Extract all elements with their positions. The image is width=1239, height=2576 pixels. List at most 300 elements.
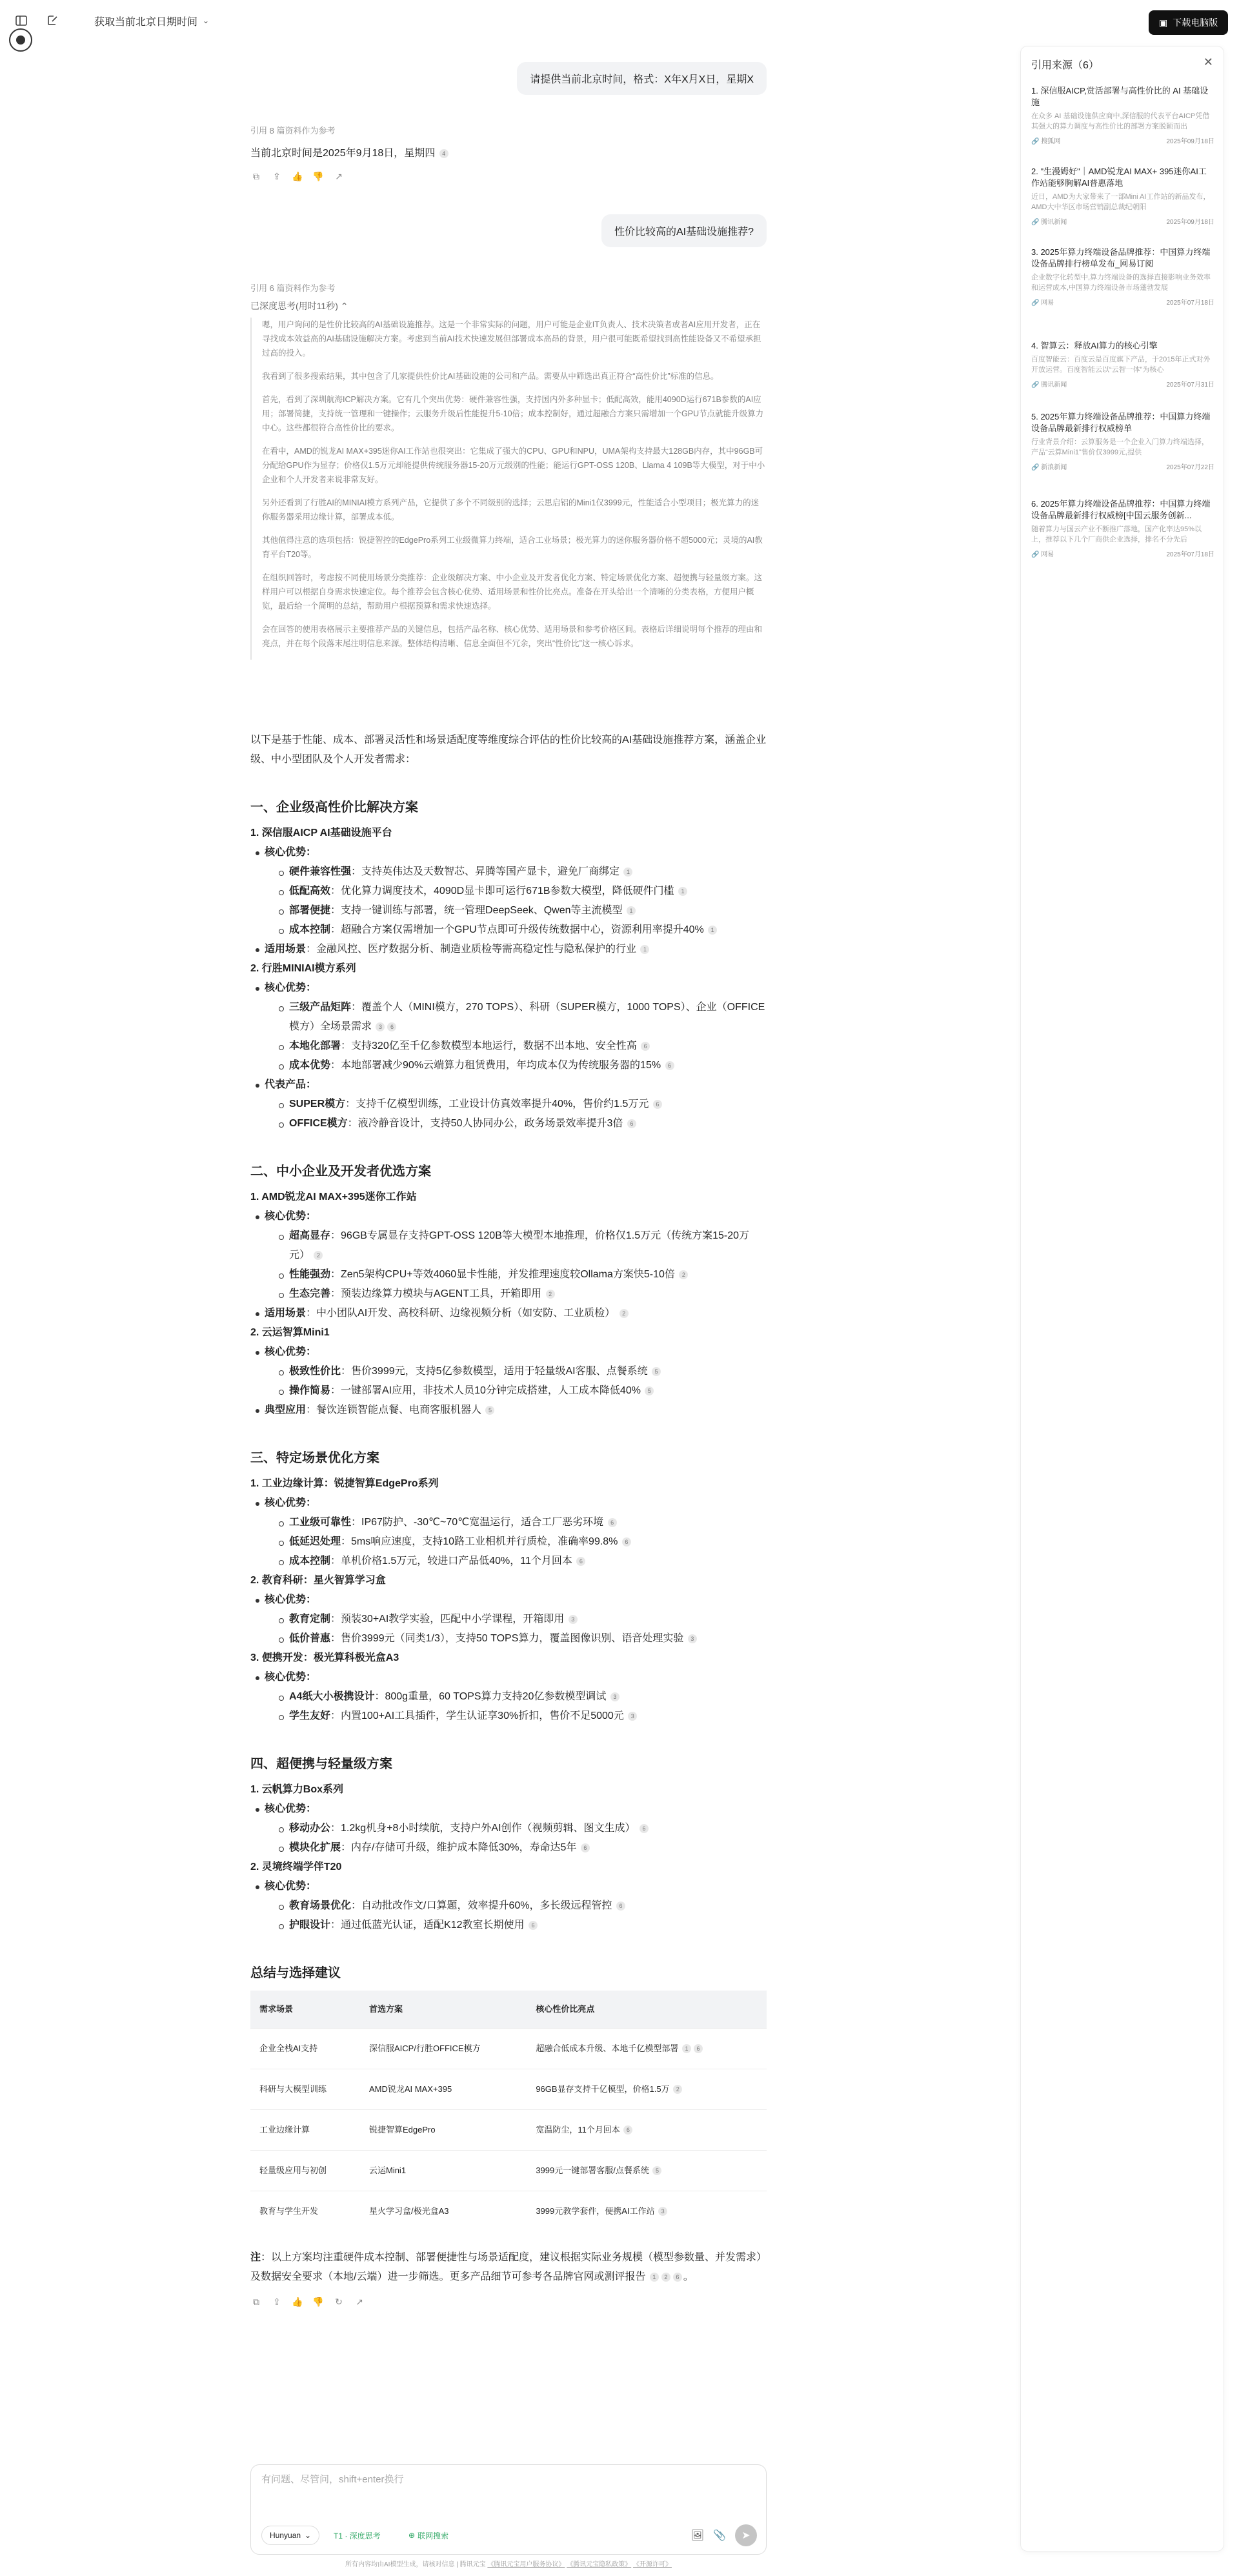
item-value: ：支持千亿模型训练，工业设计仿真效率提升40%，售价约1.5万元 [345,1099,649,1110]
item-value: ：预装边缘算力模块与AGENT工具，开箱即用 [330,1288,542,1299]
table-cell [527,2191,767,2232]
product-title: 1. 云帆算力Box系列 [250,1784,344,1795]
citation-icon[interactable]: 1 [678,887,687,896]
item-key: 生态完善 [289,1288,331,1299]
list-item [250,1343,767,1362]
table-cell: 锐捷智算EdgePro [360,2110,527,2151]
item-key: 三级产品矩阵 [289,1002,352,1013]
download-desktop-button[interactable] [1149,10,1228,35]
citation-icon[interactable]: 6 [581,1843,590,1852]
citation-icon[interactable]: 6 [653,1100,662,1109]
citation-icon[interactable]: 3 [658,2207,667,2216]
case-text: ：餐饮连锁智能点餐、电商客服机器人 [306,1405,482,1415]
source-meta [1031,549,1214,558]
table-row [250,2069,767,2110]
citation-icon[interactable]: 2 [314,1251,323,1260]
source-desc: 百度智能云：百度云是百度旗下产品，于2015年正式对外开放运营。百度智能云以“云智一体”为核心 [1031,356,1211,374]
user-message-2: 性价比较高的AI基础设施推荐? [601,214,767,247]
copy-icon[interactable]: ⧉ [253,170,259,181]
item-value: ：96GB专属显存支持GPT-OSS 120B等大模型本地推理，价格仅1.5万元（传统方案15-20万元） [289,1230,750,1261]
scene-label: 适用场景 [265,944,307,955]
item-value: ：Zen5架构CPU+等效4060显卡性能，并发推理速度较Ollama方案快5-10倍 [330,1269,675,1280]
product-title: 1. AMD锐龙AI MAX+395迷你工作站 [250,1192,417,1202]
list-item [250,1494,767,1513]
source-item[interactable] [1031,247,1214,307]
think-paragraph: 在看中，AMD的锐龙AI MAX+395迷你AI工作站也很突出：它集成了强大的CPU、GPU和NPU，UMA架构支持最大128GB内存，其中96GB可分配给GPU作为显存；价格仅1.5万元却能提供传统服务器15-20万元级别的性能；能运行GPT-OSS 120B、Llama 4 109B等大模型，对于中小企业和个人开发者来说非常友好。 [262,447,765,484]
source-meta [1031,216,1214,226]
answer-1-text: 当前北京时间是2025年9月18日，星期四 [250,148,436,159]
source-item[interactable] [1031,411,1214,471]
citation-icon[interactable]: 6 [623,2125,632,2135]
share-icon[interactable]: ⇪ [273,170,281,181]
item-value: ：支持英伟达及天数智芯、昇腾等国产显卡，避免厂商绑定 [351,866,620,877]
source-site: 腾讯新闻 [1041,219,1067,226]
source-site: 网易 [1041,551,1054,558]
think-paragraph: 我看到了很多搜索结果，其中包含了几家提供性价比AI基础设施的公司和产品。需要从中筛选出真正符合“高性价比”标准的信息。 [262,372,719,381]
citation-icon[interactable]: 6 [694,2044,703,2053]
summary-section [250,1963,767,2307]
list-item [250,1381,767,1401]
citation-icon[interactable]: 6 [622,1537,631,1547]
item-key: 超高显存 [289,1230,331,1241]
citation-icon[interactable]: 6 [616,1902,625,1911]
item-value: ：内置100+AI工具插件，学生认证享30%折扣，售价不足5000元 [330,1710,624,1721]
core-adv-label: 核心优势： [265,1211,317,1222]
section-title: 总结与选择建议 [250,1966,341,1980]
item-value: ：支持320亿至千亿参数模型本地运行，数据不出本地、安全性高 [341,1040,637,1051]
link-icon: 🔗 [1031,138,1040,145]
product-title: 3. 便携开发：极光算科极光盒A3 [250,1652,399,1663]
item-key: 硬件兼容性强 [289,866,352,877]
citation-icon[interactable]: 5 [652,1367,661,1376]
cell-text: 96GB显存支持千亿模型，价格1.5万 [536,2084,670,2094]
chevron-down-icon: ⌄ [305,2531,312,2540]
core-adv-label: 核心优势： [265,1881,317,1892]
product-title: 1. 工业边缘计算：锐捷智算EdgePro系列 [250,1478,439,1489]
thumb-down-icon[interactable]: 👎 [312,2297,324,2307]
source-site: 新浪新闻 [1041,464,1067,471]
core-adv-label: 核心优势： [265,1803,317,1814]
citation-icon[interactable]: 5 [645,1386,654,1395]
core-adv-label: 核心优势： [265,982,317,993]
source-desc: 行业背景介绍：云算服务是一个企业入门算力终端选择，产品“云算Mini1”售价仅3999元,提供 [1031,438,1209,456]
input-actions [691,2524,757,2546]
chat-input[interactable] [261,2474,752,2485]
answer-1-actions [250,170,345,182]
source-title: 3. 2025年算力终端设备品牌推荐：中国算力终端设备品牌排行榜单发布_网易订阅 [1031,247,1211,269]
citation-icon[interactable]: 2 [661,2273,670,2282]
sidebar-toggle-icon[interactable] [13,12,30,29]
citation-icon[interactable]: 1 [627,906,636,915]
citation-icon[interactable]: 3 [376,1022,385,1031]
source-title: 6. 2025年算力终端设备品牌推荐：中国算力终端设备品牌最新排行权威榜[中国云服务创新... [1031,499,1211,520]
footer-text: 所有内容均由AI模型生成，请核对信息 | 腾讯元宝 [345,2561,486,2568]
deep-think-toggle-button[interactable] [328,2526,386,2545]
think-paragraph: 另外还看到了行胜AI的MINIAI模方系列产品，它提供了多个不同级别的选择；云思启铝的Mini1仅3999元，性能适合小型项目；极光算力的迷你服务器采用边缘计算，部署成本低。 [262,498,760,522]
item-value: ：售价3999元（同类1/3），支持50 TOPS算力，覆盖图像识别、语音处理实验 [330,1633,684,1644]
source-item[interactable] [1031,166,1214,226]
chevron-down-icon: ⌄ [203,16,210,25]
item-key: 护眼设计 [289,1920,331,1931]
item-value: ：5ms响应速度，支持10路工业相机并行质检，准确率99.8% [341,1536,618,1547]
download-desktop-label: 下载电脑版 [1173,17,1218,28]
list-item [250,1707,767,1726]
table-cell: AMD锐龙AI MAX+395 [360,2069,527,2110]
item-key: 性能强劲 [289,1269,331,1280]
close-icon[interactable]: ✕ [1203,56,1213,68]
item-value: ：支持一键训练与部署，统一管理DeepSeek、Qwen等主流模型 [330,905,623,916]
list-item [250,1304,767,1323]
source-meta [1031,136,1214,145]
web-search-toggle[interactable] [403,2526,454,2545]
source-desc: 随着算力与国云产业不断推广落地，国产化率达95%以上，推荐以下几个厂商供企业选择，排名不分先后 [1031,525,1202,543]
source-meta [1031,461,1214,471]
source-site: 搜狐网 [1041,138,1061,145]
list-item [250,1401,767,1420]
table-header: 首选方案 [360,1991,527,2029]
item-value: ：优化算力调度技术，4090D显卡即可运行671B参数大模型，降低硬件门槛 [330,886,674,897]
list-item [250,1819,767,1838]
cell-text: 3999元一键部署客服/点餐系统 [536,2165,649,2175]
item-key: 教育场景优化 [289,1900,352,1911]
citation-icon[interactable]: 5 [485,1406,494,1415]
think-paragraph: 首先，看到了深圳航海ICP解决方案。它有几个突出优势：硬件兼容性强，支持国内外多种显卡；低配高效，能用4090D运行671B参数的AI应用；部署简捷，支持统一管理和一键操作；云服务升级后性能提升5-10倍；成本控制好，通过超融合方案只需增加一个GPU节点就能升级算力中心。这些都很符合高性价比的要求。 [262,395,764,432]
table-header: 核心性价比亮点 [527,1991,767,2029]
core-adv-label: 核心优势： [265,1346,317,1357]
table-row [250,2110,767,2151]
item-key: A4纸大小极携设计 [289,1691,375,1702]
link-icon: 🔗 [1031,381,1040,389]
citation-icon[interactable]: 3 [569,1615,578,1624]
citation-icon[interactable]: 2 [679,1270,688,1279]
table-cell [527,2151,767,2191]
core-adv-label: 核心优势： [265,1594,317,1605]
link-icon: 🔗 [1031,299,1040,307]
list-item [250,1590,767,1610]
list-item [250,1687,767,1707]
citation-icon[interactable]: 6 [673,2273,682,2282]
model-selector[interactable] [261,2526,319,2545]
monitor-icon: ▣ [1159,17,1168,28]
section-sme [250,1162,767,1420]
thinking-process [250,318,767,660]
table-cell: 星火学习盒/极光盒A3 [360,2191,527,2232]
citation-icon[interactable]: 1 [708,926,717,935]
list-item [250,1056,767,1075]
item-value: ：通过低蓝光认证，适配K12教室长期使用 [330,1920,525,1931]
citation-icon[interactable]: 1 [682,2044,691,2053]
source-site: 腾讯新闻 [1041,381,1067,389]
item-value: ：800g重量，60 TOPS算力支持20亿参数模型调试 [374,1691,607,1702]
list-item [250,1265,767,1284]
reference-count-2[interactable]: 引用 6 篇资料作为参考 [250,283,336,293]
item-key: 学生友好 [289,1710,331,1721]
item-key: 操作简易 [289,1385,331,1396]
item-value: ：超融合方案仅需增加一个GPU节点即可升级传统数据中心，资源利用率提升40% [330,924,704,935]
think-paragraph: 在组织回答时，考虑按不同使用场景分类推荐：企业级解决方案、中小企业及开发者优化方案、特定场景优化方案、超便携与轻量级方案。这样用户可以根据自身需求快速定位。每个推荐会包含核心优势、适用场景和性价比亮点。准备在开头给出一个清晰的分类表格，方便用户概览，最后给一个简明的总结，帮助用户根据预算和需求快速选择。 [262,573,763,611]
item-key: 极致性价比 [289,1366,341,1377]
list-item [250,1877,767,1896]
list-item [250,1207,767,1226]
citation-icon[interactable]: 2 [673,2085,682,2094]
list-item [250,1916,767,1935]
web-search-text: 联网搜索 [418,2531,449,2541]
image-upload-icon[interactable]: 🖼 [690,2530,705,2541]
citation-icon[interactable]: 2 [546,1290,555,1299]
list-item [250,940,767,959]
source-date: 2025年07月31日 [1166,381,1214,389]
table-cell: 企业全栈AI支持 [250,2029,360,2069]
new-chat-icon[interactable] [44,12,61,29]
citation-icon[interactable]: 6 [627,1119,636,1128]
item-key: SUPER模方 [289,1099,346,1110]
forward-icon[interactable]: ↗ [356,2297,363,2307]
item-key: 成本优势 [289,1060,331,1071]
think-paragraph: 嗯，用户询问的是性价比较高的AI基础设施推荐。这是一个非常实际的问题，用户可能是企业IT负责人、技术决策者或者AI应用开发者，正在寻找成本效益高的AI基础设施解决方案。考虑到当前AI技术快速发展但部署成本高昂的背景，用户很可能既希望找到高性能设备又不希望承担过高的投入。 [262,320,761,358]
table-cell [527,2069,767,2110]
yuanbao-logo-icon[interactable] [9,28,32,52]
item-value: ：自动批改作文/口算题，效率提升60%，多长级远程管控 [351,1900,612,1911]
thumb-down-icon[interactable]: 👎 [312,170,324,181]
list-item [250,998,767,1037]
citation-icon[interactable]: 6 [640,1824,649,1833]
citation-icon[interactable]: 2 [620,1309,629,1318]
table-cell: 科研与大模型训练 [250,2069,360,2110]
citation-icon[interactable]: 1 [640,945,649,954]
citation-icon[interactable]: 4 [439,149,448,158]
product-title: 1. 深信服AICP AI基础设施平台 [250,827,392,838]
list-item [250,1037,767,1056]
table-header: 需求场景 [250,1991,360,2029]
item-key: 本地化部署 [289,1040,341,1051]
source-meta [1031,297,1214,307]
source-date: 2025年09月18日 [1166,219,1214,226]
table-header-row [250,1991,767,2029]
source-date: 2025年07月18日 [1166,299,1214,307]
source-item[interactable] [1031,498,1214,558]
scene-text: ：中小团队AI开发、高校科研、边缘视频分析（如安防、工业质检） [306,1308,616,1319]
table-cell [527,2029,767,2069]
product-title: 2. 行胜MINIAI模方系列 [250,963,356,974]
source-site: 网易 [1041,299,1054,307]
list-item [250,1513,767,1532]
list-item [250,882,767,901]
citation-icon[interactable]: 1 [623,867,632,877]
item-key: 部署便捷 [289,905,331,916]
item-key: 成本控制 [289,924,331,935]
section-scenario [250,1448,767,1726]
citation-icon[interactable]: 1 [650,2273,659,2282]
section-enterprise [250,798,767,1133]
source-item[interactable] [1031,85,1214,145]
section-title: 一、企业级高性价比解决方案 [250,800,418,815]
scene-text: ：金融风控、医疗数据分析、制造业质检等需高稳定性与隐私保护的行业 [306,944,637,955]
table-row [250,2029,767,2069]
source-title: 2. "生漫姆好"｜AMD锐龙AI MAX+ 395迷你AI工作站能够胸解AI普惠落地 [1031,167,1207,188]
deep-think-label: 已深度思考(用时11秒) [250,301,338,311]
list-item [250,1226,767,1265]
cell-text: 宽温防尘，11个月回本 [536,2125,620,2135]
citation-icon[interactable]: 6 [608,1518,617,1527]
deep-think-text: T1 · 深度思考 [334,2531,381,2541]
list-item [250,920,767,940]
list-item [250,1284,767,1304]
item-value: ：IP67防护、-30℃~70℃宽温运行，适合工厂恶劣环境 [351,1517,604,1528]
forward-icon[interactable]: ↗ [335,170,343,181]
item-key: 工业级可靠性 [289,1517,352,1528]
table-cell [527,2110,767,2151]
list-item [250,1800,767,1819]
list-item [250,843,767,862]
item-value: ：液冷静音设计，支持50人协同办公，政务场景效率提升3倍 [347,1118,623,1129]
answer-intro: 以下是基于性能、成本、部署灵活性和场景适配度等维度综合评估的性价比较高的AI基础设施推荐方案，涵盖企业级、中小型团队及个人开发者需求： [250,735,767,765]
list-item [250,862,767,882]
citation-icon[interactable]: 5 [652,2166,661,2175]
table-cell: 轻量级应用与初创 [250,2151,360,2191]
item-value: ：内存/存储可升级，维护成本降低30%，寿命达5年 [341,1842,577,1853]
list-item [250,1610,767,1629]
item-value: ：预装30+AI教学实验，匹配中小学课程，开箱即用 [330,1614,565,1625]
assistant-answer-1 [250,145,450,159]
cell-text: 3999元教学套件，便携AI工作站 [536,2206,655,2216]
answer-note: 注：以上方案均注重硬件成本控制、部署便捷性与场景适配度，建议根据实际业务规模（模型参数量、并发需求）及数据安全要求（本地/云端）进一步筛选。更多产品细节可参考各品牌官网或测评报告 1 2 6 。 [250,2252,762,2282]
chevron-up-icon: ⌃ [340,301,348,311]
table-row [250,2151,767,2191]
conversation-title-text: 获取当前北京日期时间 [94,16,198,28]
list-item [250,1629,767,1648]
share-icon[interactable]: ⇪ [273,2297,281,2307]
citation-icon[interactable]: 3 [610,1692,620,1701]
list-item [250,979,767,998]
thumb-up-icon[interactable]: 👍 [292,170,303,181]
service-agreement-link[interactable]: 《腾讯元宝用户服务协议》 [487,2561,565,2568]
item-value: ：单机价格1.5万元，较进口产品低40%，11个月回本 [330,1556,572,1567]
list-item [250,1075,767,1095]
summary-table [250,1991,767,2231]
item-key: OFFICE模方 [289,1118,348,1129]
item-key: 低配高效 [289,886,331,897]
note-label: 注 [250,2252,261,2263]
list-item [250,1114,767,1133]
link-icon: 🔗 [1031,551,1040,558]
source-date: 2025年09月18日 [1166,138,1214,145]
link-icon: 🔗 [1031,464,1040,471]
conversation-title[interactable] [94,14,209,28]
core-adv-label: 核心优势： [265,1497,317,1508]
chat-input-box [250,2464,767,2555]
section-portable [250,1754,767,1935]
regenerate-icon[interactable]: ↻ [335,2297,343,2307]
attachment-icon[interactable]: 📎 [713,2530,726,2541]
think-paragraph: 其他值得注意的选项包括：锐捷智控的EdgePro系列工业级微算力终端，适合工业场景；极光算力的迷你服务器价格不超5000元；灵境的AI教育平台T20等。 [262,536,763,559]
table-cell: 工业边缘计算 [250,2110,360,2151]
list-item [250,901,767,920]
product-title: 2. 灵境终端学伴T20 [250,1861,342,1872]
item-value: ：1.2kg机身+8小时续航，支持户外AI创作（视频剪辑、图文生成） [330,1823,636,1834]
open-source-link[interactable]: 《开源许可》 [632,2561,672,2568]
source-desc: 近日，AMD为大家带来了一部Mini AI工作站的新品发布，AMD大中华区市场营销副总裁纪朝阳 [1031,193,1211,211]
thumb-up-icon[interactable]: 👍 [292,2297,303,2307]
assistant-answer-2 [250,731,767,2307]
send-button[interactable]: ➤ [735,2524,757,2546]
privacy-policy-link[interactable]: 《腾讯元宝隐私政策》 [567,2561,632,2568]
model-name: Hunyuan [270,2531,301,2540]
table-row [250,2191,767,2232]
item-value: ：售价3999元，支持5亿参数模型，适用于轻量级AI客服、点餐系统 [341,1366,648,1377]
source-desc: 在众多 AI 基础设施供应商中,深信服的代表平台AICP凭借其强大的算力调度与高性价比的部署方案脱颖而出 [1031,112,1210,130]
footer-disclaimer [250,2559,767,2568]
item-value: ：覆盖个人（MINI模方，270 TOPS）、科研（SUPER模方，1000 TOPS）、企业（OFFICE模方）全场景需求 [289,1002,765,1032]
citation-icon[interactable]: 6 [576,1557,585,1566]
table-cell: 云运Mini1 [360,2151,527,2191]
item-value: ：本地部署减少90%云端算力租赁费用，年均成本仅为传统服务器的15% [330,1060,661,1071]
source-item[interactable] [1031,340,1214,389]
answer-2-actions [250,2296,767,2307]
table-cell: 教育与学生开发 [250,2191,360,2232]
source-meta [1031,379,1214,389]
source-title: 1. 深信服AICP,赏活部署与高性价比的 AI 基础设施 [1031,86,1209,107]
item-key: 成本控制 [289,1556,331,1567]
citation-icon[interactable]: 6 [529,1921,538,1930]
list-item [250,1095,767,1114]
sources-title: 引用来源（6） [1031,60,1099,71]
cell-text: 超融合低成本升级、本地千亿模型部署 [536,2044,679,2053]
list-item [250,1552,767,1571]
think-paragraph: 会在回答的使用表格展示主要推荐产品的关键信息，包括产品名称、核心优势、适用场景和参考价格区间。表格后详细说明每个推荐的理由和亮点，并在每个段落末尾注明信息来源。整体结构清晰、信息全面但不冗余，突出“性价比”这一核心诉求。 [262,625,763,648]
item-key: 低延迟处理 [289,1536,341,1547]
source-date: 2025年07月18日 [1166,551,1214,558]
list-item [250,1896,767,1916]
section-title: 四、超便携与轻量级方案 [250,1757,392,1771]
scene-label: 适用场景 [265,1308,307,1319]
citation-icon[interactable]: 6 [665,1061,674,1070]
case-label: 典型应用 [265,1405,307,1415]
citation-icon[interactable]: 6 [641,1042,650,1051]
section-title: 三、特定场景优化方案 [250,1451,379,1465]
table-cell: 深信服AICP/行胜OFFICE模方 [360,2029,527,2069]
user-message-1: 请提供当前北京时间，格式：X年X月X日，星期X [517,62,767,95]
list-item [250,1838,767,1858]
item-key: 移动办公 [289,1823,331,1834]
reference-count-1[interactable]: 引用 8 篇资料作为参考 [250,126,336,136]
core-adv-label: 核心优势： [265,1672,317,1683]
item-key: 低价普惠 [289,1633,331,1644]
rep-label: 代表产品： [265,1079,317,1090]
note-text: ：以上方案均注重硬件成本控制、部署便捷性与场景适配度，建议根据实际业务规模（模型参数量、并发需求）及数据安全要求（本地/云端）进一步筛选。更多产品细节可参考各品牌官网或测评报告 [250,2252,762,2282]
top-bar [0,0,1013,41]
sources-panel [1021,46,1224,2551]
item-value: ：一键部署AI应用，非技术人员10分钟完成搭建，人工成本降低40% [330,1385,641,1396]
deep-think-toggle[interactable] [250,299,348,312]
source-desc: 企业数字化转型中,算力终端设备的选择直接影响业务效率和运营成本,中国算力终端设备市场蓬勃发展 [1031,274,1211,292]
source-title: 4. 智算云：释放AI算力的核心引擎 [1031,341,1158,350]
item-key: 模块化扩展 [289,1842,341,1853]
link-icon: 🔗 [1031,219,1040,226]
product-title: 2. 云运智算Mini1 [250,1327,330,1338]
source-date: 2025年07月22日 [1166,464,1214,471]
list-item [250,1362,767,1381]
citation-icon[interactable]: 6 [387,1022,396,1031]
core-adv-label: 核心优势： [265,847,317,858]
citation-icon[interactable]: 3 [688,1634,697,1643]
copy-icon[interactable]: ⧉ [253,2297,259,2307]
item-key: 教育定制 [289,1614,331,1625]
product-title: 2. 教育科研：星火智算学习盒 [250,1575,386,1586]
list-item [250,1668,767,1687]
section-title: 二、中小企业及开发者优选方案 [250,1164,431,1179]
globe-icon: ⊕ [408,2531,416,2540]
citation-icon[interactable]: 3 [628,1712,637,1721]
